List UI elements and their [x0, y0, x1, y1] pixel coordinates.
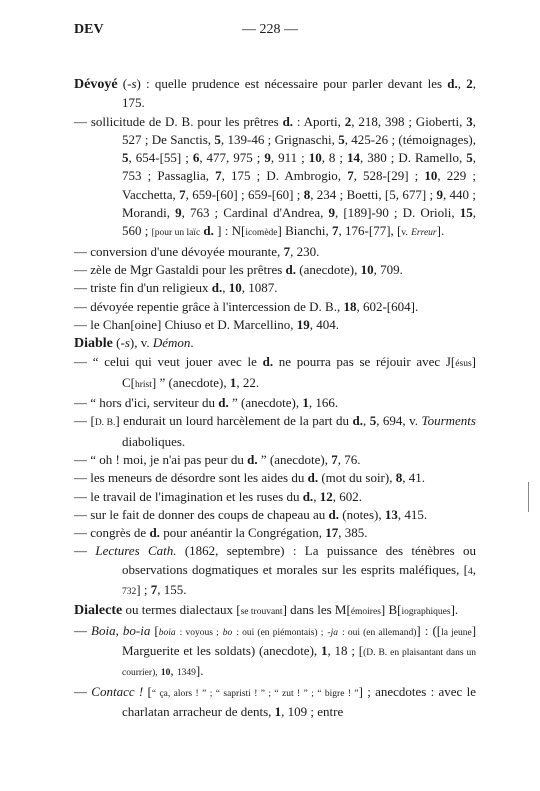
index-entry-devoye-5: — dévoyée repentie grâce à l'intercession de D. B., 18, 602-[604].: [74, 298, 419, 314]
index-entry-diable-5: — les meneurs de désordre sont les aides du d. (mot du soir), 8, 41.: [74, 470, 425, 486]
page-number: — 228 —: [242, 22, 298, 37]
index-entry-devoye-6: — le Chan[oine] Chiuso et D. Marcellino, 19, 404.: [74, 316, 340, 332]
header-section-letters: DEV: [74, 22, 104, 37]
index-entry-diable-7: — sur le fait de donner des coups de chapeau au d. (notes), 13, 415.: [74, 506, 428, 522]
index-entry-diable-4: — “ oh ! moi, je n'ai pas peur du d. ” (anecdote), 7, 76.: [74, 451, 361, 467]
index-entry-dialecte-2: — Contacc ! [“ ça, alors ! ” ; “ sapristi ! ” ; “ zut ! ” ; “ bigre ! ”] ; anecdotes : avec le charlatan arracheur de dents, 1, 109 ; entre: [74, 683, 476, 719]
index-entry-devoye-4: — triste fin d'un religieux d., 10, 1087.: [74, 280, 278, 296]
index-entry-dialecte: Dialecte ou termes dialectaux [se trouvant] dans les M[émoires] B[iographiques].: [74, 602, 459, 619]
index-entry-diable-2: — “ hors d'ici, serviteur du d. ” (anecdote), 1, 166.: [74, 395, 339, 411]
index-body: [74, 75, 476, 721]
margin-mark: [528, 482, 529, 512]
index-entry-diable-8: — congrès de d. pour anéantir la Congrégation, 17, 385.: [74, 525, 368, 541]
index-entry-devoye-2: — conversion d'une dévoyée mourante, 7, 230.: [74, 243, 320, 259]
index-entry-diable: Diable (-s), v. Démon.: [74, 335, 194, 352]
running-header: [74, 22, 466, 42]
index-entry-dialecte-1: — Boia, bo-ia [boia : voyous ; bo : oui (en piémontais) ; -ja : oui (en allemand)] : ([la jeune] Marguerite et les soldats) (anecdote), 1, 18 ; [(D. B. en plaisantant dans un courrier), 10, 1349].: [74, 622, 477, 679]
index-entry-diable-3: — [D. B.] endurait un lourd harcèlement de la part du d., 5, 694, v. Tourments diaboliques.: [74, 413, 476, 449]
index-entry-devoye-3: — zèle de Mgr Gastaldi pour les prêtres d. (anecdote), 10, 709.: [74, 261, 403, 277]
index-entry-diable-6: — le travail de l'imagination et les ruses du d., 12, 602.: [74, 488, 362, 504]
index-entry-diable-9: — Lectures Cath. (1862, septembre) : La puissance des ténèbres ou observations dogmatiques et morales sur les esprits maléfiques, [4, 732] ; 7, 155.: [74, 543, 476, 598]
index-entry-devoye-1: — sollicitude de D. B. pour les prêtres d. : Aporti, 2, 218, 398 ; Gioberti, 3, 527 ; De Sanctis, 5, 139-46 ; Grignaschi, 5, 425-26 ; (témoignages), 5, 654-[55] ; 6, 477, 975 ; 9, 911 ; 10, 8 ; 14, 380 ; D. Ramello, 5, 753 ; Passaglia, 7, 175 ; D. Ambrogio, 7, 528-[29] ; 10, 229 ; Vacchetta, 7, 659-[60] ; 659-[60] ; 8, 234 ; Boetti, [5, 677] ; 9, 440 ; Morandi, 9, 763 ; Cardinal d'Andrea, 9, [189]-90 ; D. Orioli, 15, 560 ; [pour un laïc d. ] : N[icomède] Bianchi, 7, 176-[77], [v. Erreur].: [74, 113, 477, 239]
index-entry-diable-1: — “ celui qui veut jouer avec le d. ne pourra pas se réjouir avec J[ésus] C[hrist] ” (anecdote), 1, 22.: [74, 354, 476, 390]
index-entry-devoye: Dévoyé (-s) : quelle prudence est nécessaire pour parler devant les d., 2, 175.: [74, 76, 476, 111]
